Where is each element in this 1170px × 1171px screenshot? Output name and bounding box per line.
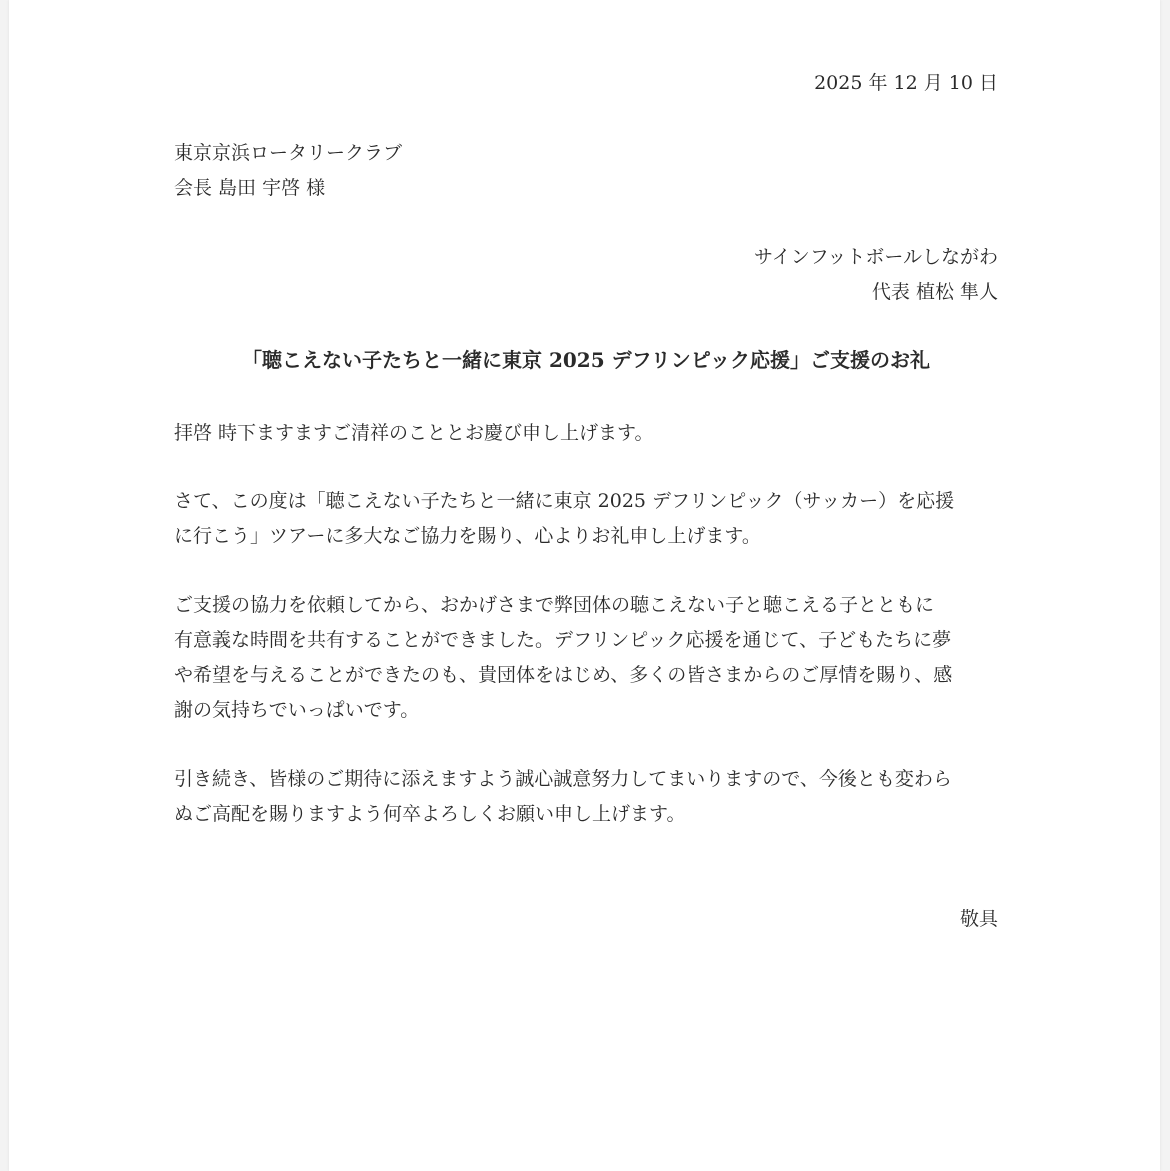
recipient-block	[174, 136, 402, 206]
paragraph-continuation	[174, 762, 998, 832]
paragraph-thanks	[174, 484, 998, 554]
paragraph-line: さて、この度は「聴こえない子たちと一緒に東京 2025 デフリンピック（サッカー）を応援	[174, 490, 955, 512]
letter-date: 2025 年 12 月 10 日	[814, 72, 998, 94]
sender-block	[754, 240, 998, 310]
letter-page	[9, 0, 1160, 1171]
paragraph-report	[174, 588, 998, 728]
paragraph-line: 謝の気持ちでいっぱいです。	[174, 699, 420, 721]
paragraph-line: や希望を与えることができたのも、貴団体をはじめ、多くの皆さまからのご厚情を賜り、感	[174, 664, 953, 686]
paragraph-line: 有意義な時間を共有することができました。デフリンピック応援を通じて、子どもたちに夢	[174, 629, 952, 651]
closing-keigu: 敬具	[959, 908, 998, 930]
recipient-name: 会長 島田 宇啓 様	[174, 177, 326, 199]
paragraph-line: に行こう」ツアーに多大なご協力を賜り、心よりお礼申し上げます。	[174, 525, 761, 547]
sender-name: 代表 植松 隼人	[871, 281, 998, 303]
paragraph-greeting	[174, 416, 998, 451]
paragraph-line: 拝啓 時下ますますご清祥のこととお慶び申し上げます。	[174, 422, 654, 444]
paragraph-line: 引き続き、皆様のご期待に添えますよう誠心誠意努力してまいりますので、今後とも変わら	[174, 768, 952, 790]
letter-title: 「聴こえない子たちと一緒に東京 2025 デフリンピック応援」ご支援のお礼	[242, 348, 930, 372]
recipient-org: 東京京浜ロータリークラブ	[174, 142, 403, 164]
sender-org: サインフットボールしながわ	[754, 246, 998, 268]
paragraph-line: ぬご高配を賜りますよう何卒よろしくお願い申し上げます。	[174, 803, 686, 825]
paragraph-line: ご支援の協力を依頼してから、おかげさまで弊団体の聴こえない子と聴こえる子とともに	[174, 594, 935, 616]
